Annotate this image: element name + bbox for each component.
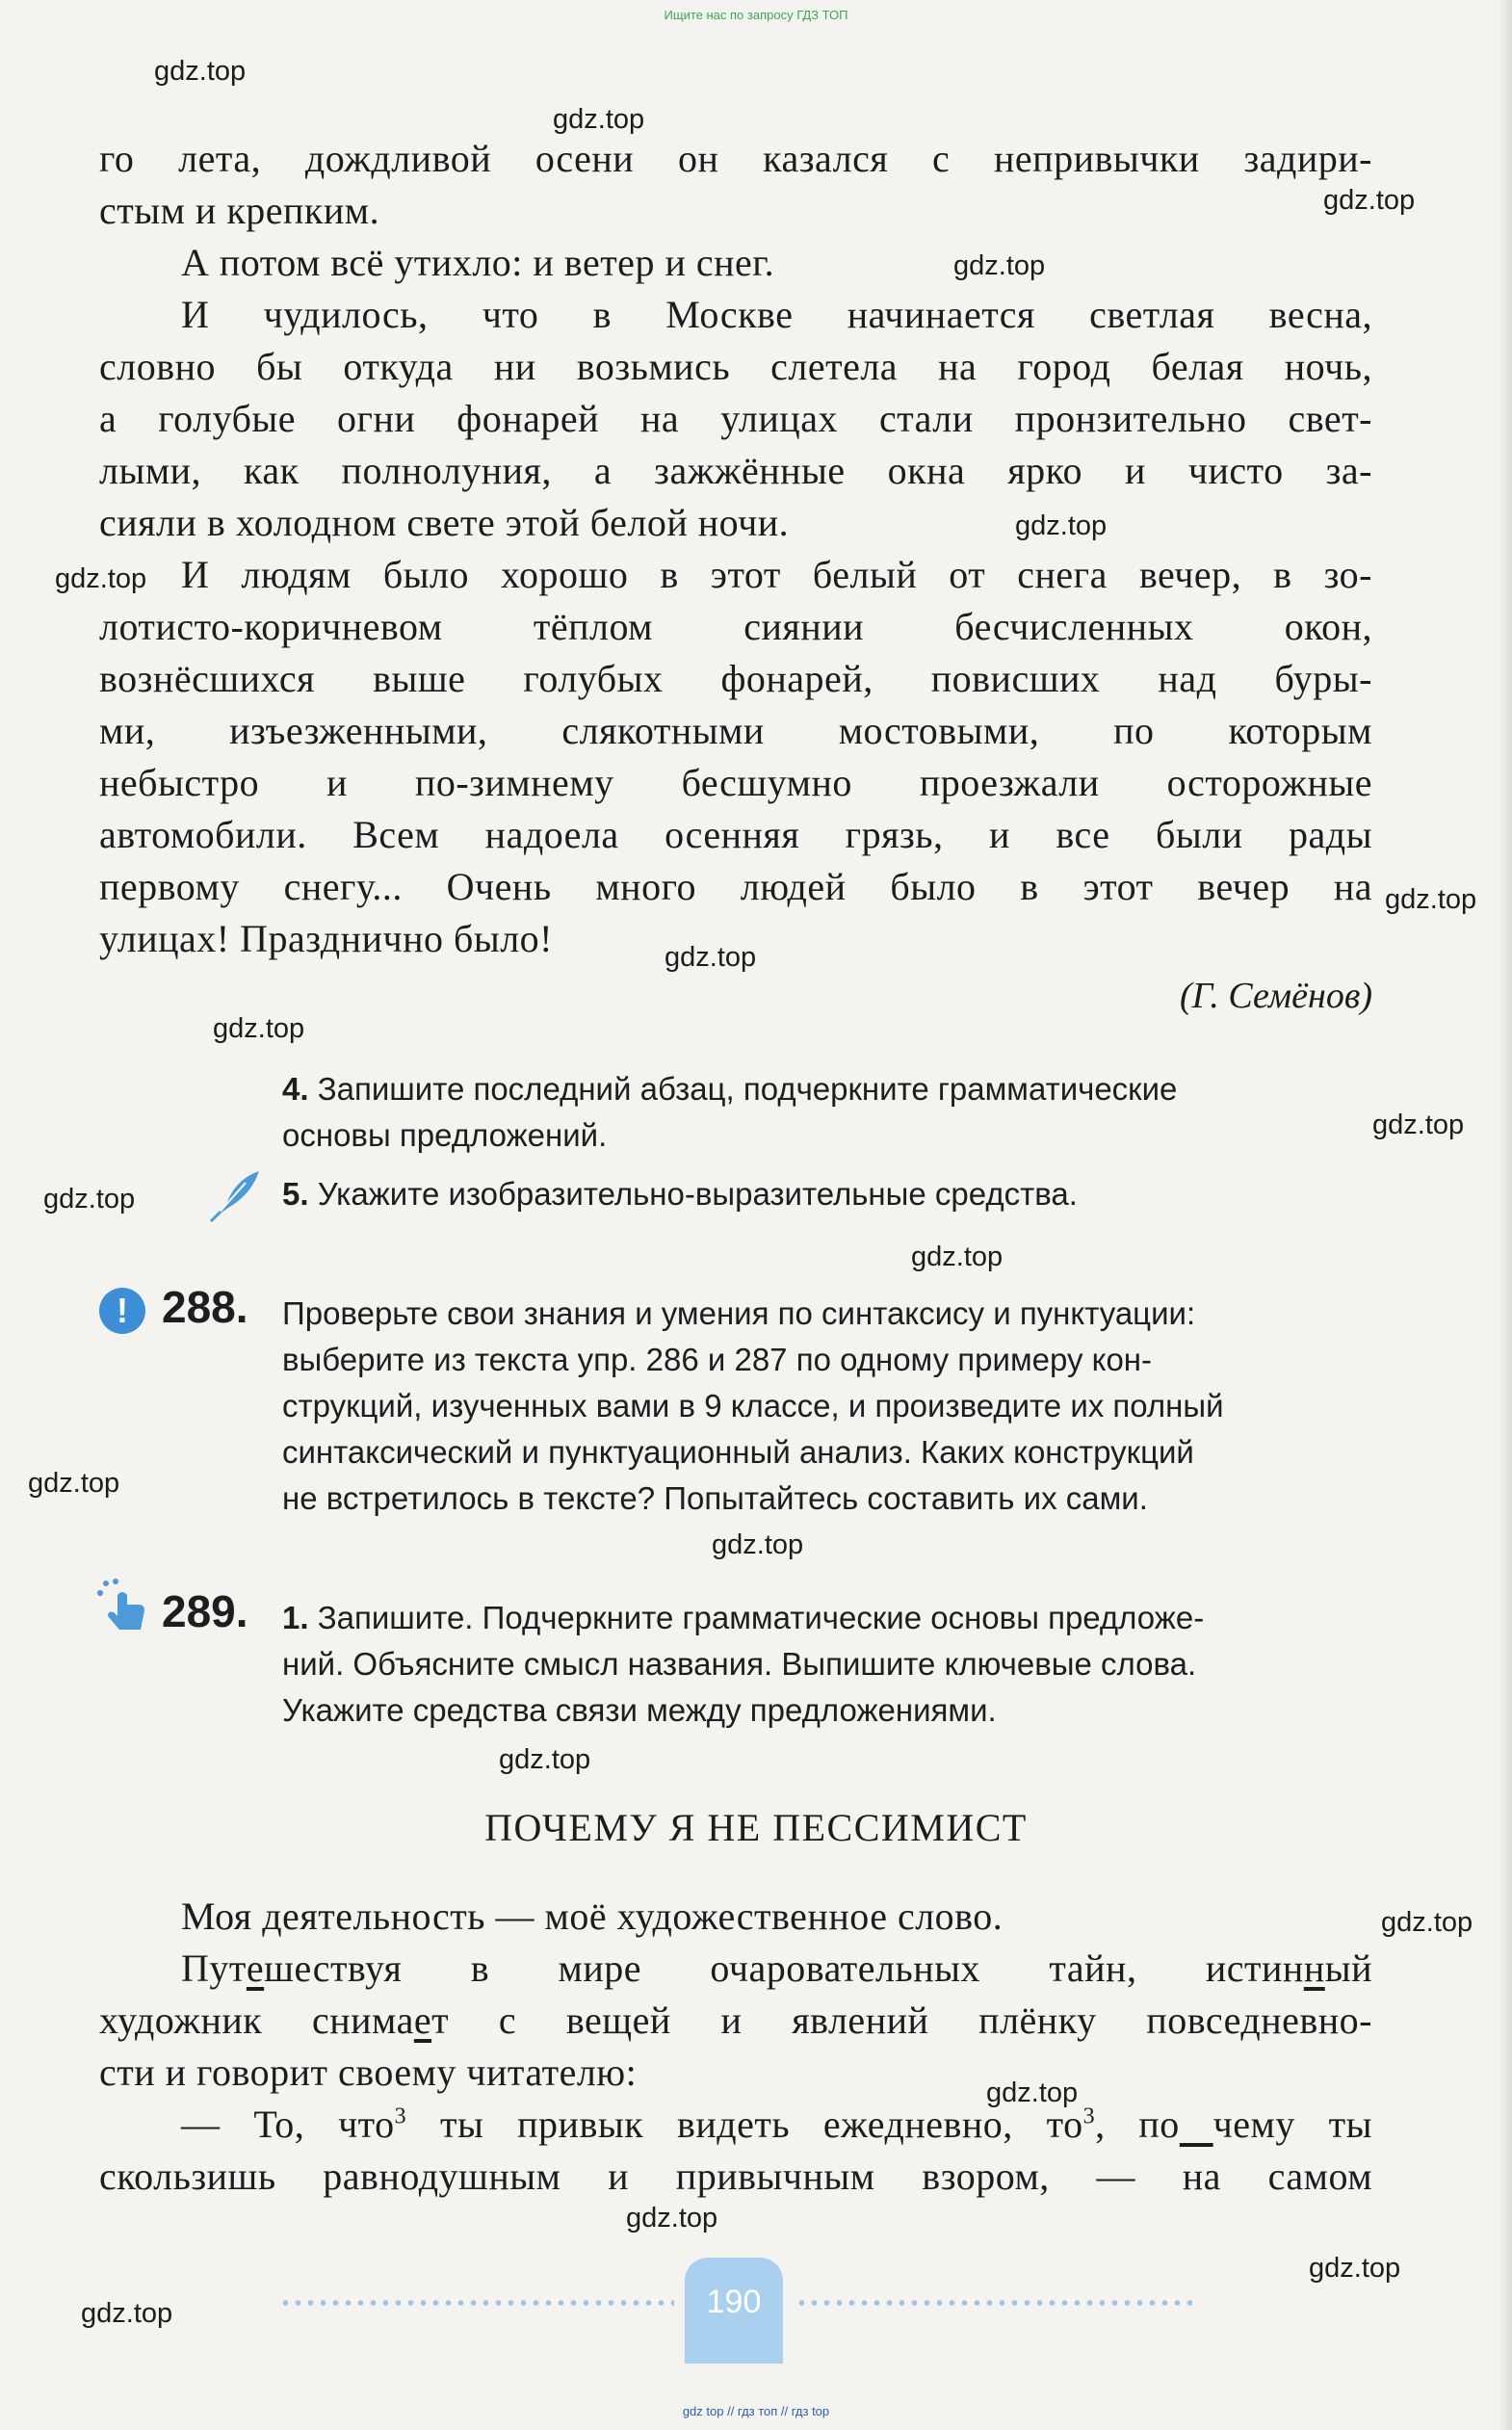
text-segment: ты привык видеть ежедневно, то <box>406 2103 1083 2146</box>
text-segment: ый <box>1324 1947 1372 1990</box>
watermark: gdz.top <box>553 104 645 135</box>
task-text: не встретилось в тексте? Попытайтесь составить их сами. <box>282 1480 1148 1516</box>
watermark: gdz.top <box>1309 2253 1401 2284</box>
top-banner: Ищите нас по запросу ГДЗ ТОП <box>664 8 848 22</box>
exercise-number: 288. <box>162 1282 248 1332</box>
footer-dotted-line-right <box>795 2300 1192 2306</box>
tap-hand-icon <box>96 1578 154 1635</box>
text-line <box>99 1995 1372 2047</box>
text-line: улицах! Празднично было! <box>99 917 554 960</box>
text-line: И людям было хорошо в этот белый от снега вечер, в зо- <box>181 553 1372 596</box>
task-text: выберите из текста упр. 286 и 287 по одному примеру кон- <box>282 1342 1153 1377</box>
text-line: а голубые огни фонарей на улицах стали пронзительно свет- <box>99 397 1372 440</box>
page-number: 190 <box>685 2258 783 2364</box>
watermark: gdz.top <box>986 2077 1079 2108</box>
watermark: gdz.top <box>953 250 1046 281</box>
task-number: 1. <box>282 1600 309 1635</box>
task-number: 5. <box>282 1176 309 1212</box>
text-line: И чудилось, что в Москве начинается светлая весна, <box>181 293 1372 336</box>
text-line: Моя деятельность — моё художественное слово. <box>181 1894 1004 1938</box>
task-text: Запишите. Подчеркните грамматические основы предложе- <box>317 1600 1205 1635</box>
watermark: gdz.top <box>81 2298 173 2329</box>
text-line: сияли в холодном свете этой белой ночи. <box>99 501 790 544</box>
text-title: ПОЧЕМУ Я НЕ ПЕССИМИСТ <box>484 1806 1028 1849</box>
watermark: gdz.top <box>28 1468 120 1499</box>
superscript: 3 <box>1082 2103 1096 2130</box>
task-text: Проверьте свои знания и умения по синтаксису и пунктуации: <box>282 1295 1196 1331</box>
text-line: вознёсшихся выше голубых фонарей, повисших над буры- <box>99 657 1372 700</box>
watermark: gdz.top <box>213 1013 305 1044</box>
task-text: Запишите последний абзац, подчеркните грамматические <box>317 1071 1178 1107</box>
exercise-number: 289. <box>162 1586 248 1636</box>
watermark: gdz.top <box>499 1744 591 1775</box>
text-segment: , по <box>1095 2103 1180 2146</box>
watermark: gdz.top <box>1381 1907 1473 1938</box>
text-line: первому снегу... Очень много людей было в этот вечер на <box>99 865 1372 908</box>
task-5 <box>282 1171 1375 1217</box>
text-segment: шествуя в мире очаровательных тайн, истин <box>264 1947 1304 1990</box>
text-segment: художник снима <box>99 1999 414 2042</box>
watermark: gdz.top <box>1385 884 1477 915</box>
author-attribution: (Г. Семёнов) <box>1179 976 1372 1016</box>
watermark: gdz.top <box>55 563 147 594</box>
exclamation-icon: ! <box>99 1288 145 1334</box>
text-segment: т с вещей и явлений плёнку повседневно- <box>431 1999 1373 2042</box>
text-line: А потом всё утихло: и ветер и снег. <box>181 241 775 284</box>
watermark: gdz.top <box>712 1529 804 1560</box>
watermark: gdz.top <box>43 1184 136 1215</box>
task-text: синтаксический и пунктуационный анализ. Каких конструкций <box>282 1434 1194 1470</box>
task-text: ний. Объясните смысл названия. Выпишите ключевые слова. <box>282 1646 1197 1682</box>
task-text: Укажите изобразительно-выразительные средства. <box>317 1176 1078 1212</box>
underlined-letter: н <box>1303 1947 1325 1990</box>
exercise-289-text <box>282 1595 1375 1734</box>
text-line: автомобили. Всем надоела осенняя грязь, и все были рады <box>99 813 1372 856</box>
watermark: gdz.top <box>1372 1110 1465 1140</box>
text-segment: чему ты <box>1212 2103 1372 2146</box>
text-fragment-bottom <box>99 1891 1372 2203</box>
text-line: лотисто-коричневом тёплом сиянии бесчисленных окон, <box>99 605 1372 648</box>
text-segment: — То, что <box>181 2103 395 2146</box>
underlined-letter: е <box>413 1999 432 2042</box>
quill-pen-icon <box>207 1165 265 1223</box>
text-line <box>99 1943 1372 1995</box>
text-line: лыми, как полнолуния, а зажжённые окна ярко и чисто за- <box>99 449 1372 492</box>
underlined-letter: е <box>246 1947 265 1990</box>
task-text: Укажите средства связи между предложениями. <box>282 1692 997 1728</box>
superscript: 3 <box>394 2103 407 2130</box>
text-line: ми, изъезженными, слякотными мостовыми, по которым <box>99 709 1372 752</box>
exercise-288-text <box>282 1291 1375 1522</box>
text-segment: Пут <box>181 1947 247 1990</box>
task-text: основы предложений. <box>282 1117 608 1153</box>
footer-dotted-line-left <box>279 2300 674 2306</box>
task-4 <box>282 1066 1375 1159</box>
underlined-space <box>1180 2103 1213 2146</box>
text-line: скользишь равнодушным и привычным взором, — на самом <box>99 2155 1372 2198</box>
task-number: 4. <box>282 1071 309 1107</box>
watermark: gdz.top <box>1323 185 1416 216</box>
watermark: gdz.top <box>911 1241 1004 1272</box>
text-line: го лета, дождливой осени он казался с непривычки задири- <box>99 137 1372 180</box>
task-text <box>282 1595 1375 1641</box>
text-line: словно бы откуда ни возьмись слетела на город белая ночь, <box>99 345 1372 388</box>
text-line: сти и говорит своему читателю: <box>99 2051 638 2094</box>
watermark: gdz.top <box>1015 510 1108 541</box>
bottom-banner: gdz top // гдз топ // гдз top <box>682 2404 830 2418</box>
watermark: gdz.top <box>626 2203 718 2234</box>
watermark: gdz.top <box>665 942 757 973</box>
page-edge-shadow <box>1499 0 1512 2430</box>
text-line <box>99 2099 1372 2151</box>
text-line: стым и крепким. <box>99 189 380 232</box>
task-text: струкций, изученных вами в 9 классе, и произведите их полный <box>282 1388 1224 1424</box>
watermark: gdz.top <box>154 56 247 87</box>
text-fragment-top <box>99 133 1372 965</box>
text-line: небыстро и по-зимнему бесшумно проезжали осторожные <box>99 761 1372 804</box>
